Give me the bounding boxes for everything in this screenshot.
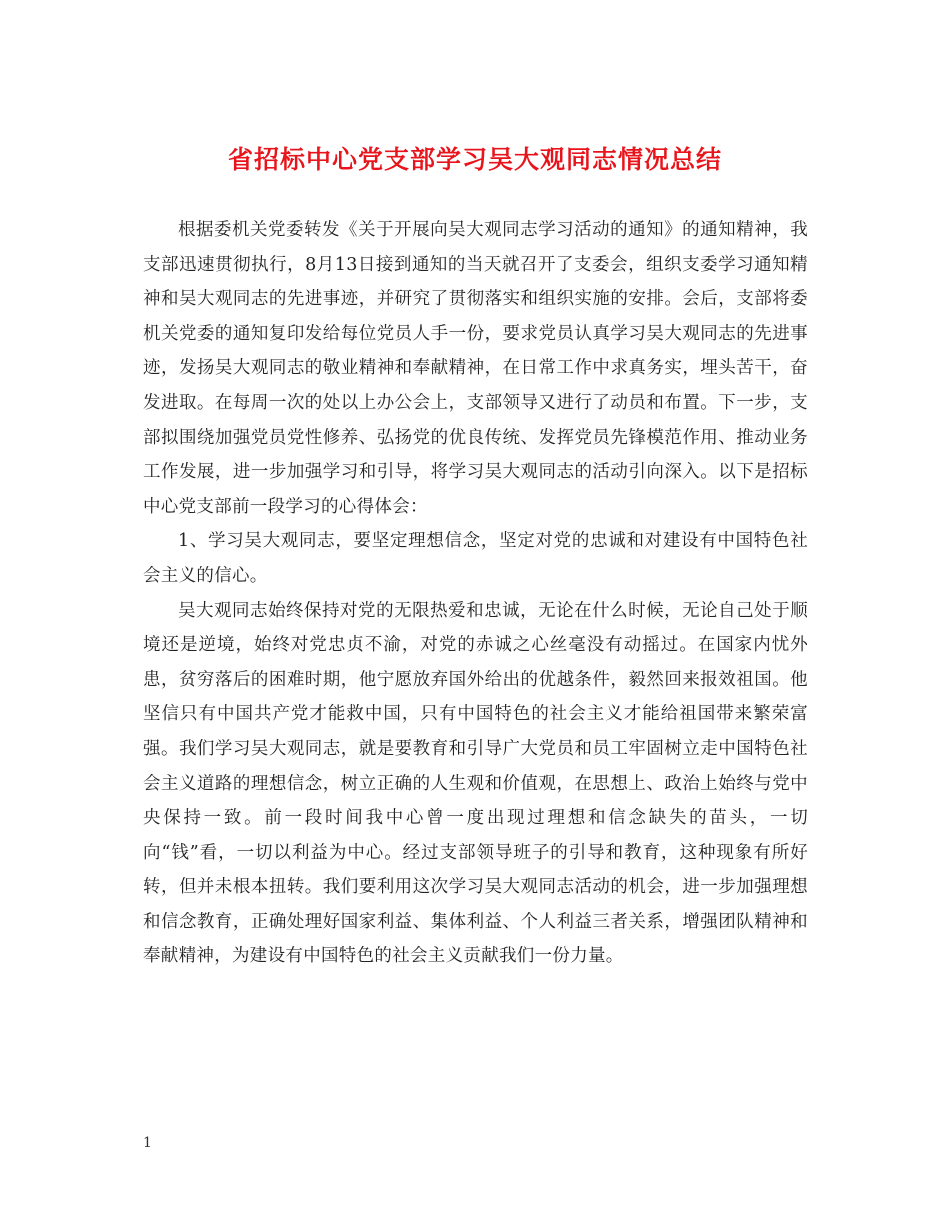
paragraph-point-1-detail: 吴大观同志始终保持对党的无限热爱和忠诚，无论在什么时候，无论自己处于顺境还是逆境，始终对党忠贞不渝，对党的赤诚之心丝毫没有动摇过。在国家内忧外患，贫穷落后的困难时期，他宁愿放弃国外给出的优越条件，毅然回来报效祖国。他坚信只有中国共产党才能救中国，只有中国特色的社会主义才能给祖国带来繁荣富强。我们学习吴大观同志，就是要教育和引导广大党员和员工牢固树立走中国特色社会主义道路的理想信念，树立正确的人生观和价值观，在思想上、政治上始终与党中央保持一致。前一段时间我中心曾一度出现过理想和信念缺失的苗头，一切向“钱”看，一切以利益为中心。经过支部领导班子的引导和教育，这种现象有所好转，但并未根本扭转。我们要利用这次学习吴大观同志活动的机会，进一步加强理想和信念教育，正确处理好国家利益、集体利益、个人利益三者关系，增强团队精神和奉献精神，为建设有中国特色的社会主义贡献我们一份力量。 [143, 600, 808, 967]
paragraph-intro: 根据委机关党委转发《关于开展向吴大观同志学习活动的通知》的通知精神，我支部迅速贯彻执行，8月13日接到通知的当天就召开了支委会，组织支委学习通知精神和吴大观同志的先进事迹，并研究了贯彻落实和组织实施的安排。会后，支部将委机关党委的通知复印发给每位党员人手一份，要求党员认真学习吴大观同志的先进事迹，发扬吴大观同志的敬业精神和奉献精神，在日常工作中求真务实，埋头苦干，奋发进取。在每周一次的处以上办公会上，支部领导又进行了动员和布置。下一步，支部拟围绕加强党员党性修养、弘扬党的优良传统、发挥党员先锋模范作用、推动业务工作发展，进一步加强学习和引导，将学习吴大观同志的活动引向深入。以下是招标中心党支部前一段学习的心得体会： [143, 220, 808, 517]
paragraph-point-1: 1、学习吴大观同志，要坚定理想信念，坚定对党的忠诚和对建设有中国特色社会主义的信心。 [143, 531, 808, 586]
page-number: 1 [143, 1135, 152, 1151]
document-title: 省招标中心党支部学习吴大观同志情况总结 [227, 145, 722, 174]
document-body [143, 213, 808, 974]
